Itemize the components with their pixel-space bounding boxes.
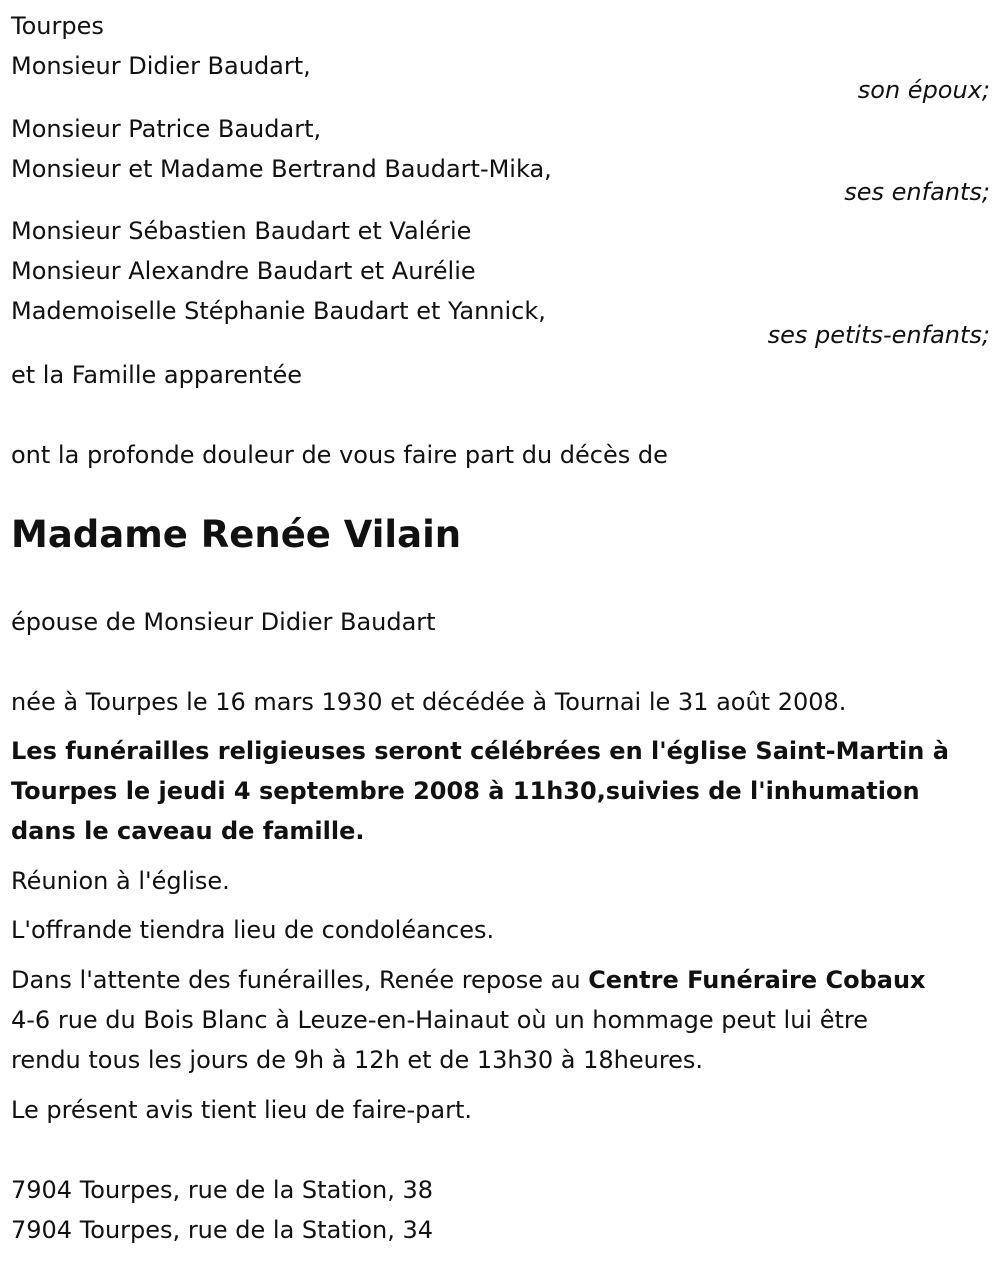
child-line: Monsieur et Madame Bertrand Baudart-Mika, [11, 155, 552, 183]
announcement-line: ont la profonde douleur de vous faire part du décès de [11, 441, 668, 469]
spouse-of-line: épouse de Monsieur Didier Baudart [11, 608, 436, 636]
children-role: ses enfants; [844, 178, 990, 206]
grandchildren-role: ses petits-enfants; [767, 321, 990, 349]
rest-line [11, 964, 926, 996]
child-line: Monsieur Patrice Baudart, [11, 115, 322, 143]
funeral-line: Tourpes le jeudi 4 septembre 2008 à 11h30,suivies de l'inhumation [11, 777, 920, 805]
rest-prefix: Dans l'attente des funérailles, Renée repose au [11, 966, 589, 994]
meeting-line: Réunion à l'église. [11, 867, 230, 895]
spouse-line: Monsieur Didier Baudart, [11, 52, 311, 80]
grandchild-line: Mademoiselle Stéphanie Baudart et Yannick, [11, 297, 546, 325]
address-line: 7904 Tourpes, rue de la Station, 38 [11, 1176, 434, 1204]
funeral-line: Les funérailles religieuses seront célébrées en l'église Saint-Martin à [11, 737, 949, 765]
offering-line: L'offrande tiendra lieu de condoléances. [11, 916, 495, 944]
address-line: 7904 Tourpes, rue de la Station, 34 [11, 1216, 434, 1244]
funeral-line: dans le caveau de famille. [11, 817, 365, 845]
spouse-role: son époux; [857, 76, 990, 104]
rest-line-2: 4-6 rue du Bois Blanc à Leuze-en-Hainaut où un hommage peut lui être [11, 1006, 868, 1034]
deceased-name: Madame Renée Vilain [11, 513, 462, 556]
grandchild-line: Monsieur Alexandre Baudart et Aurélie [11, 257, 476, 285]
rest-line-3: rendu tous les jours de 9h à 12h et de 13h30 à 18heures. [11, 1046, 704, 1074]
place-line: Tourpes [11, 12, 104, 40]
funeral-center-name: Centre Funéraire Cobaux [588, 966, 926, 994]
birth-death-line: née à Tourpes le 16 mars 1930 et décédée à Tournai le 31 août 2008. [11, 688, 847, 716]
notice-line: Le présent avis tient lieu de faire-part. [11, 1096, 473, 1124]
family-line: et la Famille apparentée [11, 361, 303, 389]
grandchild-line: Monsieur Sébastien Baudart et Valérie [11, 217, 472, 245]
